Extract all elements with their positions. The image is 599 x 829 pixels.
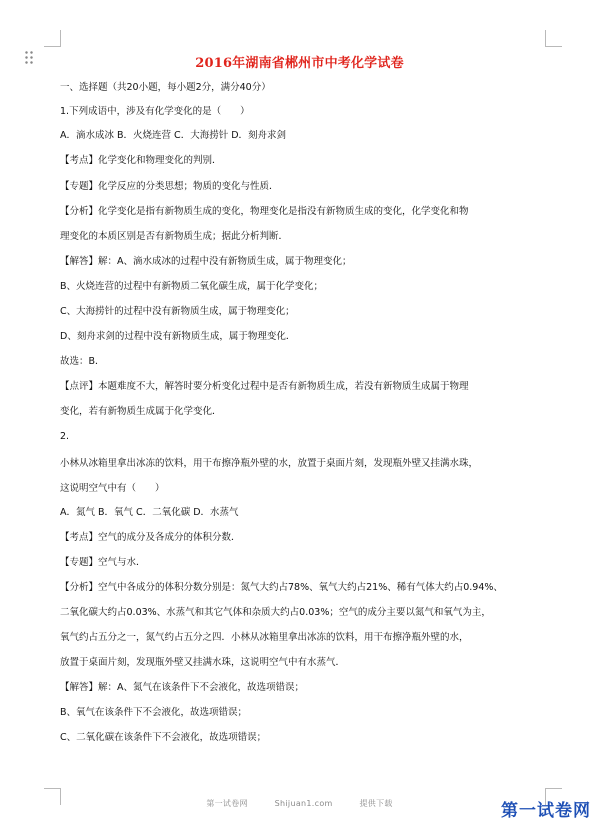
footer-site-name: 第一试卷网 (206, 799, 248, 808)
doc-line-14: 变化，若有新物质生成属于化学变化． (60, 406, 222, 417)
margin-corner-top-right (545, 30, 562, 47)
doc-line-7: 理变化的本质区别是否有新物质生成；据此分析判断． (60, 231, 289, 242)
doc-line-12: 故选：B． (60, 356, 105, 367)
doc-line-25: 【解答】解：A、氮气在该条件下不会液化，故选项错误； (60, 682, 304, 693)
doc-line-11: D、刻舟求剑的过程中没有新物质生成，属于物理变化． (60, 331, 296, 342)
document-title: 2016年湖南省郴州市中考化学试卷 (195, 56, 404, 71)
doc-line-21: 【分析】空气中各成分的体积分数分别是：氮气大约占78%、氧气大约占21%、稀有气体大约占0.94%、 (60, 582, 503, 593)
footer-site-url[interactable]: Shijuan1.com (274, 799, 333, 808)
doc-line-10: C、大海捞针的过程中没有新物质生成，属于物理变化； (60, 306, 295, 317)
doc-line-13: 【点评】本题难度不大，解答时要分析变化过程中是否有新物质生成，若没有新物质生成属于物理 (60, 381, 469, 392)
doc-line-2: 1.下列成语中，涉及有化学变化的是（ ） (60, 106, 250, 117)
doc-line-5: 【专题】化学反应的分类思想；物质的变化与性质． (60, 181, 279, 192)
doc-line-3: A．滴水成冰 B．火烧连营 C．大海捞针 D．刻舟求剑 (60, 130, 287, 141)
doc-line-18: A．氮气 B．氧气 C．二氧化碳 D．水蒸气 (60, 507, 239, 518)
doc-line-4: 【考点】化学变化和物理变化的判别． (60, 155, 222, 166)
watermark-logo: 第一试卷网 (501, 801, 591, 821)
doc-line-24: 放置于桌面片刻，发现瓶外壁又挂满水珠，这说明空气中有水蒸气． (60, 657, 346, 668)
footer-download-text: 提供下载 (359, 799, 393, 808)
doc-line-9: B、火烧连营的过程中有新物质二氧化碳生成，属于化学变化； (60, 281, 324, 292)
doc-line-8: 【解答】解：A、滴水成冰的过程中没有新物质生成，属于物理变化； (60, 256, 352, 267)
doc-line-6: 【分析】化学变化是指有新物质生成的变化，物理变化是指没有新物质生成的变化，化学变化和物 (60, 206, 469, 217)
doc-line-1: 一、选择题（共20小题，每小题2分，满分40分） (60, 82, 271, 93)
doc-line-19: 【考点】空气的成分及各成分的体积分数． (60, 532, 241, 543)
doc-line-27: C、二氧化碳在该条件下不会液化，故选项错误； (60, 732, 267, 743)
doc-line-15: 2. (60, 431, 70, 442)
doc-line-26: B、氧气在该条件下不会液化，故选项错误； (60, 707, 248, 718)
doc-line-17: 这说明空气中有（ ） (60, 483, 165, 494)
doc-line-22: 二氧化碳大约占0.03%、水蒸气和其它气体和杂质大约占0.03%；空气的成分主要以氮气和氧气为主， (60, 607, 491, 618)
margin-corner-top-left (44, 30, 61, 47)
doc-line-20: 【专题】空气与水． (60, 557, 146, 568)
doc-line-23: 氧气约占五分之一，氮气约占五分之四．小林从冰箱里拿出冰冻的饮料，用干布擦净瓶外壁的水， (60, 632, 469, 643)
doc-line-16: 小林从冰箱里拿出冰冻的饮料，用干布擦净瓶外壁的水，放置于桌面片刻，发现瓶外壁又挂满水珠， (60, 458, 479, 469)
